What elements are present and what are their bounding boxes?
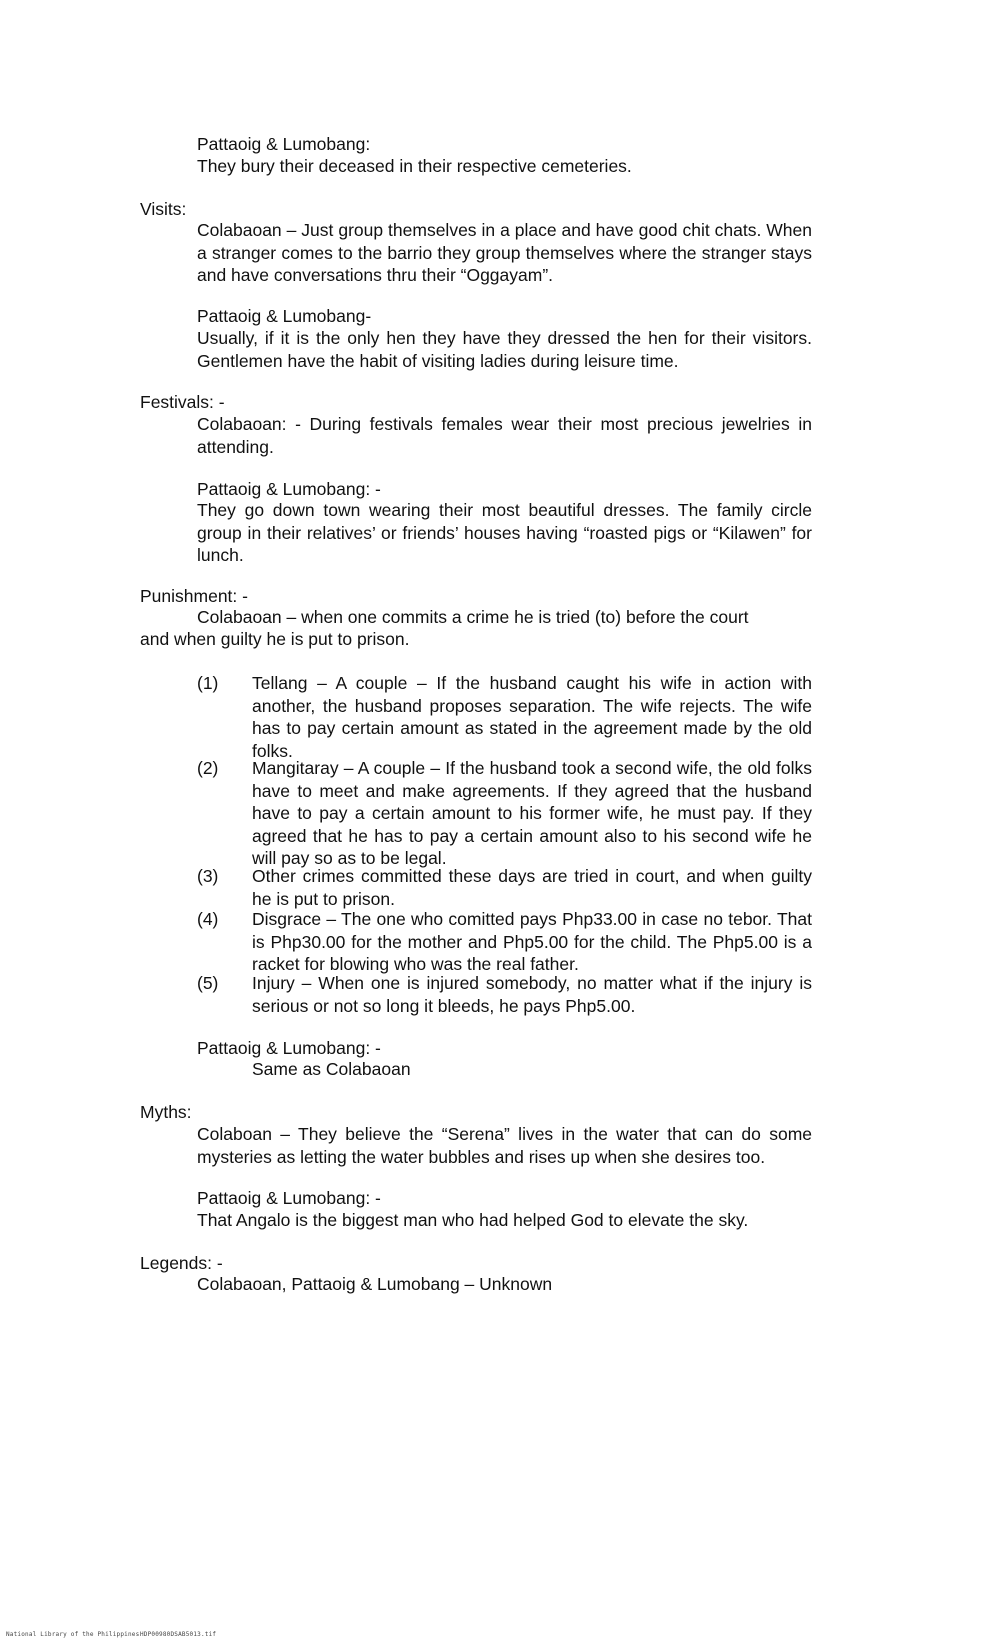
festivals-pattaoig-text: They go down town wearing their most beautiful dresses. The family circle group in their relatives’ or friends’ houses having “roasted pigs or “Kilawen” for lunch. [197, 500, 812, 565]
visits-label: Visits: [140, 199, 187, 219]
burial-pattaoig-heading: Pattaoig & Lumobang: [197, 134, 371, 154]
visits-pattaoig-text: Usually, if it is the only hen they have they dressed the hen for their visitors. Gentlemen have the habit of visiting ladies during leisure time. [197, 328, 812, 371]
punishment-intro-line1: Colabaoan – when one commits a crime he is tried (to) before the court [197, 607, 749, 627]
myths-label: Myths: [140, 1102, 192, 1122]
punishment-intro-line2: and when guilty he is put to prison. [140, 629, 410, 649]
myths-pattaoig-heading: Pattaoig & Lumobang: - [197, 1188, 381, 1208]
punishment-pattaoig-heading: Pattaoig & Lumobang: - [197, 1038, 381, 1058]
footer-library-name: National Library of the Philippines [6, 1631, 140, 1638]
festivals-label: Festivals: - [140, 392, 225, 412]
legends-label: Legends: - [140, 1253, 223, 1273]
festivals-pattaoig-heading: Pattaoig & Lumobang: - [197, 479, 381, 499]
punishment-item-text: Disgrace – The one who comitted pays Php33.00 in case no tebor. That is Php30.00 for the mother and Php5.00 for the child. The Php5.00 is a racket for blowing who was the real father. [252, 909, 812, 974]
punishment-item-text: Injury – When one is injured somebody, no matter what if the injury is serious or not so long it bleeds, he pays Php5.00. [252, 973, 812, 1016]
punishment-item-text: Other crimes committed these days are tried in court, and when guilty he is put to prison. [252, 866, 812, 909]
punishment-item-number: (2) [197, 758, 219, 778]
punishment-item-number: (3) [197, 866, 219, 886]
punishment-item-number: (4) [197, 909, 219, 929]
punishment-item-text: Tellang – A couple – If the husband caught his wife in action with another, the husband proposes separation. The wife rejects. The wife has to pay certain amount as stated in the agreement made by the old folks. [252, 673, 812, 761]
festivals-colabaoan-text: Colabaoan: - During festivals females wear their most precious jewelries in attending. [197, 414, 812, 457]
burial-pattaoig-text: They bury their deceased in their respective cemeteries. [197, 156, 632, 176]
visits-pattaoig-heading: Pattaoig & Lumobang- [197, 306, 372, 326]
visits-colabaoan-text: Colabaoan – Just group themselves in a place and have good chit chats. When a stranger comes to the barrio they group themselves where the stranger stays and have conversations thru their “Oggayam”. [197, 220, 812, 285]
punishment-label: Punishment: - [140, 586, 248, 606]
myths-colaboan-text: Colaboan – They believe the “Serena” lives in the water that can do some mysteries as letting the water bubbles and rises up when she desires too. [197, 1124, 812, 1167]
punishment-item-number: (1) [197, 673, 219, 693]
myths-pattaoig-text: That Angalo is the biggest man who had helped God to elevate the sky. [197, 1210, 749, 1230]
punishment-pattaoig-text: Same as Colabaoan [252, 1059, 411, 1079]
footer-file-code: HDP00980DSAB5013.tif [140, 1631, 217, 1638]
punishment-item-text: Mangitaray – A couple – If the husband took a second wife, the old folks have to meet and make agreements. If they agreed that the husband have to pay a certain amount to his former wife, he must pay. If they agreed that he has to pay a certain amount also to his second wife he will pay so as to be legal. [252, 758, 812, 868]
punishment-item-number: (5) [197, 973, 219, 993]
legends-text: Colabaoan, Pattaoig & Lumobang – Unknown [197, 1274, 553, 1294]
